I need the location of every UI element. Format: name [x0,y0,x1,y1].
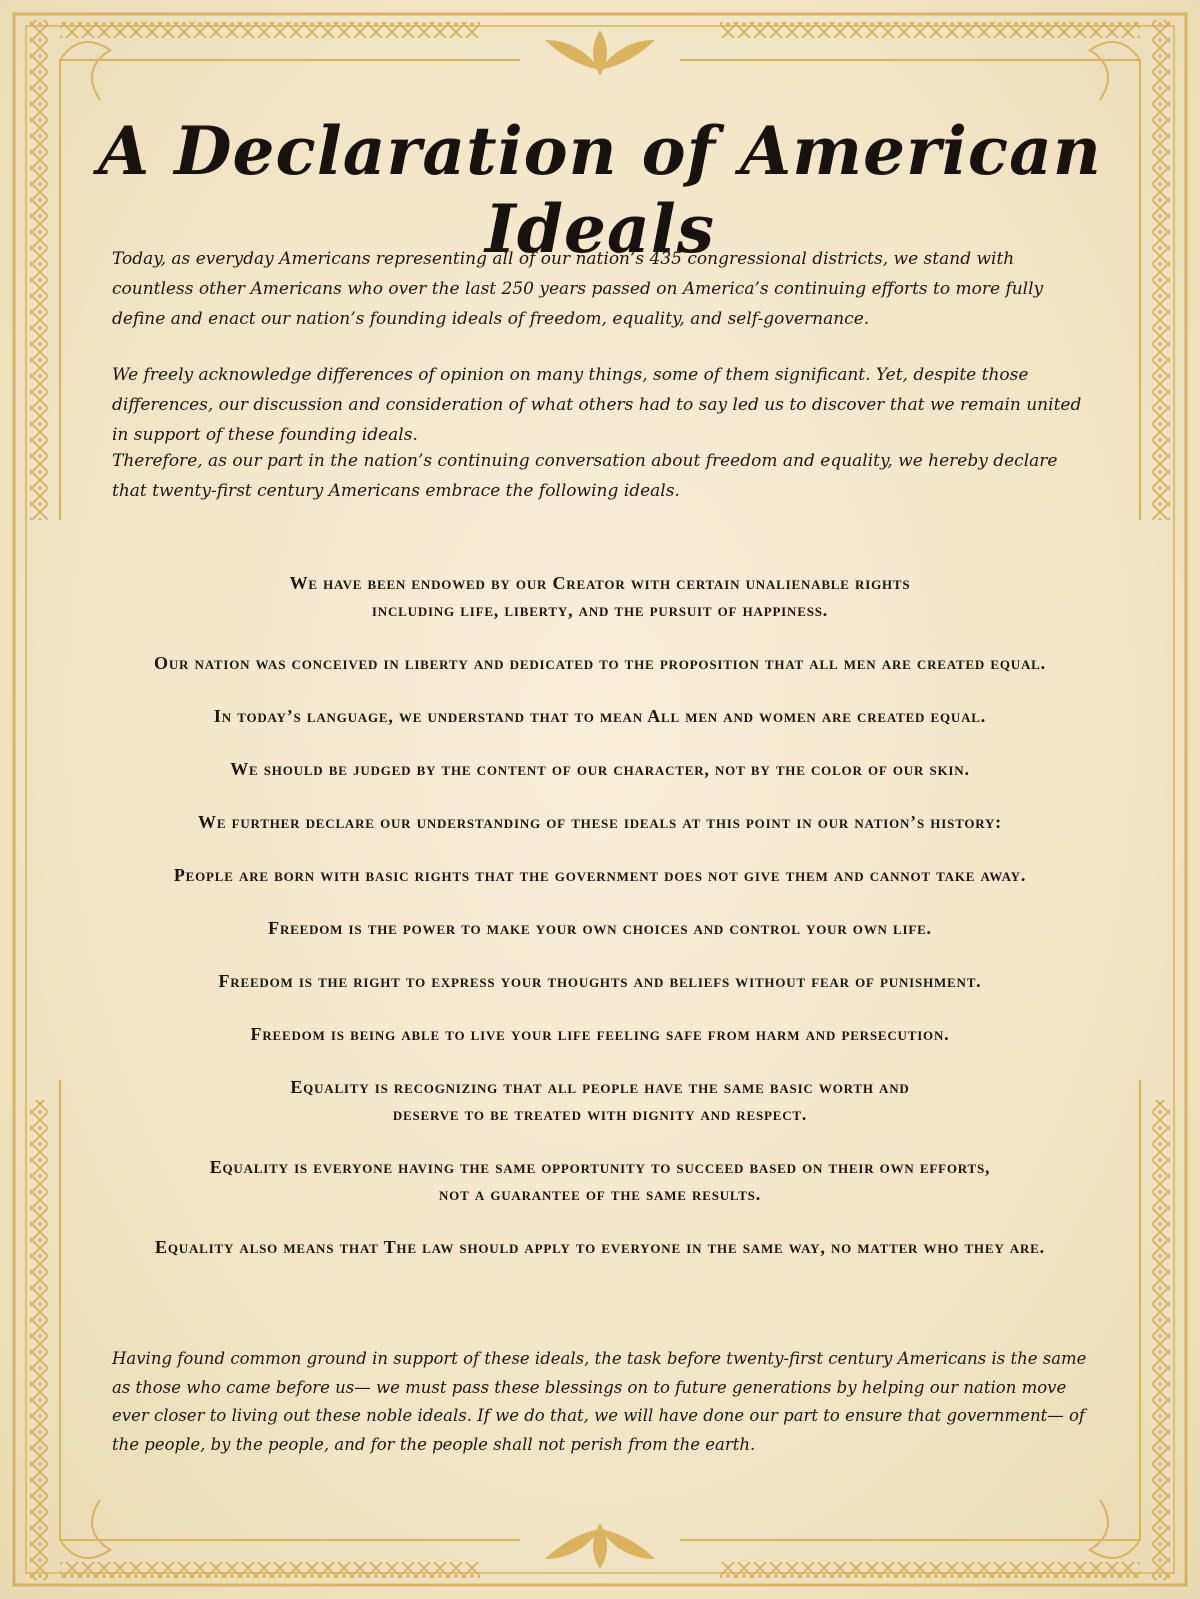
left-top-band [30,20,48,520]
ideal-statement: Equality is recognizing that all people have the same basic worth and deserve to be treated with dignity and respect. [290,1077,910,1124]
ideal-statement: We have been endowed by our Creator with certain unalienable rights including life, liberty, and the pursuit of happiness. [289,573,911,620]
intro-paragraph-3: Therefore, as our part in the nation’s continuing conversation about freedom and equality, we hereby declare that twenty-first century Americans embrace the following ideals. [112,451,1058,501]
top-right-band [720,22,1140,38]
page-title: A Declaration of American Ideals [98,112,1102,268]
intro-paragraph-1: Today, as everyday Americans representing all of our nation’s 435 congressional districts, we stand with countless other Americans who over the last 250 years passed on America’s continuing efforts to more fully define and enact our nation’s founding ideals of freedom, equality, and self-governance. [112,249,1044,329]
left-bottom-band [30,1100,48,1580]
bottom-right-band [720,1562,1140,1578]
ideal-statement: Freedom is the right to express your thoughts and beliefs without fear of punishment. [218,971,982,991]
ideal-statement: In today’s language, we understand that to mean All men and women are created equal. [213,706,987,726]
ideals-list [90,570,1110,1287]
ideal-statement: People are born with basic rights that the government does not give them and cannot take away. [173,865,1027,885]
right-top-band [1152,20,1170,520]
ideal-statement: We further declare our understanding of these ideals at this point in our nation’s history: [198,812,1002,832]
closing-paragraph: Having found common ground in support of these ideals, the task before twenty-first century Americans is the same as those who came before us— we must pass these blessings on to future generations by helping our nation move ever closer to living out these noble ideals. If we do that, we will have done our part to ensure that government— of the people, by the people, and for the people shall not perish from the earth. [112,1349,1087,1454]
ideal-statement: Equality is everyone having the same opportunity to succeed based on their own efforts, not a guarantee of the same results. [209,1157,991,1204]
ideal-statement: Our nation was conceived in liberty and dedicated to the proposition that all men are created equal. [154,653,1046,673]
ideal-statement: Freedom is the power to make your own choices and control your own life. [268,918,932,938]
right-bottom-band [1152,1100,1170,1580]
ideal-statement: We should be judged by the content of our character, not by the color of our skin. [230,759,970,779]
ideal-statement: Equality also means that The law should apply to everyone in the same way, no matter who they are. [155,1237,1045,1257]
bottom-left-band [60,1562,480,1578]
ideal-statement: Freedom is being able to live your life feeling safe from harm and persecution. [250,1024,950,1044]
top-crest [545,30,655,76]
top-left-band [60,22,480,38]
intro-paragraph-2: We freely acknowledge differences of opinion on many things, some of them significant. Yet, despite those differences, our discussion and consideration of what others had to say led us to discover that we remain united in support of these founding ideals. [112,365,1082,445]
bottom-crest [545,1523,655,1569]
